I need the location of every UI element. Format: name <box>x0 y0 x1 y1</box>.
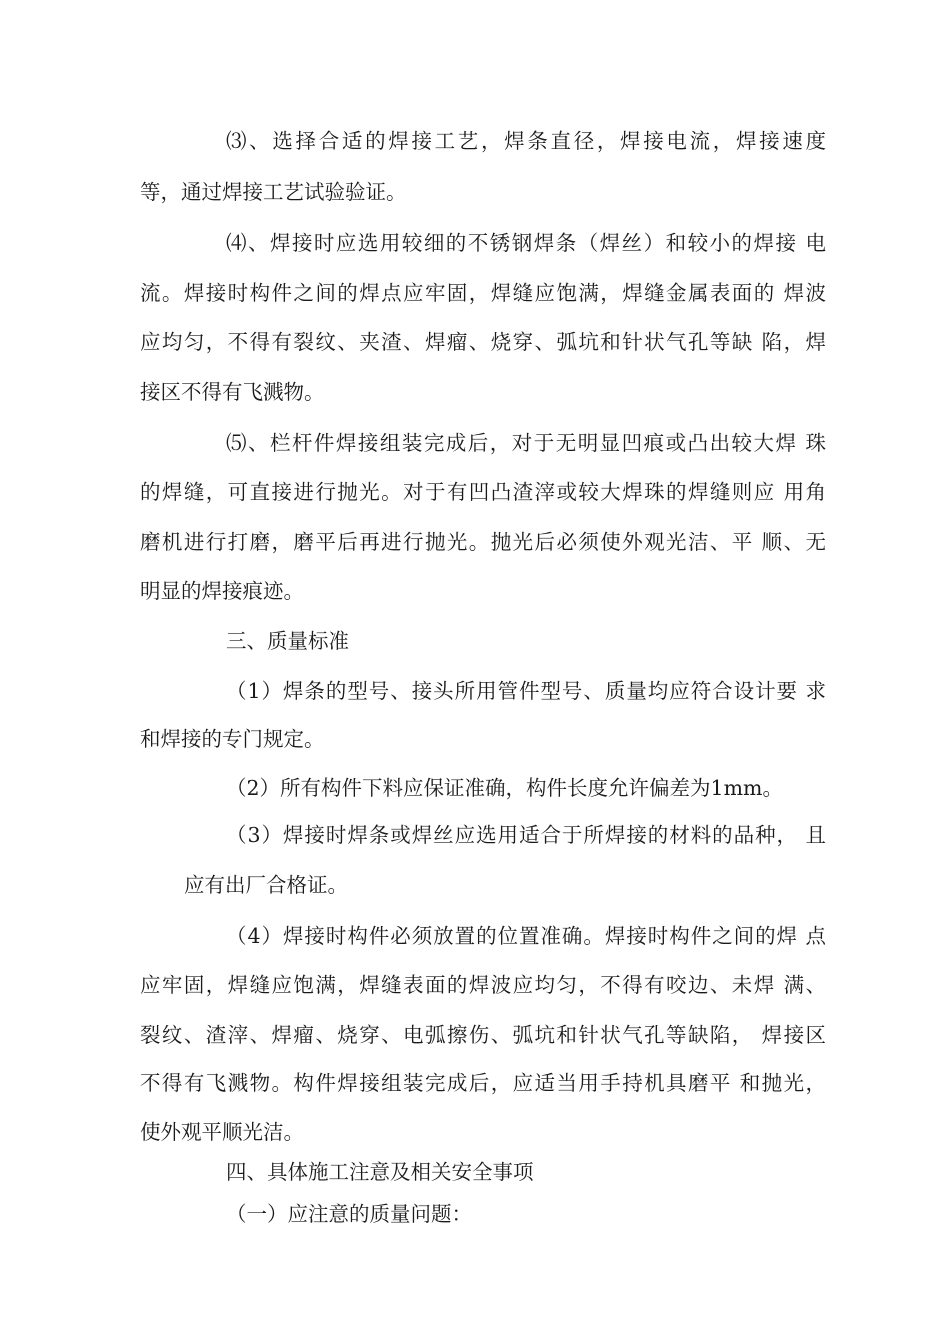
paragraph-line: 应有出厂合格证。 <box>184 873 348 897</box>
paragraph-line: 磨机进行打磨，磨平后再进行抛光。抛光后必须使外观光洁、平 顺、无 <box>140 530 826 554</box>
paragraph-line: （2）所有构件下料应保证准确，构件长度允许偏差为1mm。 <box>226 776 783 800</box>
paragraph-line: （3）焊接时焊条或焊丝应选用适合于所焊接的材料的品种， 且 <box>226 823 826 847</box>
paragraph-line: ⑶、选择合适的焊接工艺，焊条直径，焊接电流，焊接速度 <box>226 129 826 153</box>
subsection-heading: （一）应注意的质量问题： <box>226 1202 472 1226</box>
paragraph-line: 应牢固，焊缝应饱满，焊缝表面的焊波应均匀，不得有咬边、未焊 满、 <box>140 973 826 997</box>
section-heading: 三、质量标准 <box>226 629 349 653</box>
paragraph-line: （4）焊接时构件必须放置的位置准确。焊接时构件之间的焊 点 <box>226 924 826 948</box>
paragraph-line: ⑷、焊接时应选用较细的不锈钢焊条（焊丝）和较小的焊接 电 <box>226 231 826 255</box>
paragraph-line: （1）焊条的型号、接头所用管件型号、质量均应符合设计要 求 <box>226 679 826 703</box>
paragraph-line: 明显的焊接痕迹。 <box>140 579 304 603</box>
paragraph-line: 使外观平顺光洁。 <box>140 1120 304 1144</box>
paragraph-line: 接区不得有飞溅物。 <box>140 380 325 404</box>
paragraph-line: 不得有飞溅物。构件焊接组装完成后，应适当用手持机具磨平 和抛光， <box>140 1071 826 1095</box>
paragraph-line: 应均匀，不得有裂纹、夹渣、焊瘤、烧穿、弧坑和针状气孔等缺 陷，焊 <box>140 330 826 354</box>
paragraph-line: 等，通过焊接工艺试验验证。 <box>140 180 407 204</box>
paragraph-line: ⑸、栏杆件焊接组装完成后，对于无明显凹痕或凸出较大焊 珠 <box>226 431 826 455</box>
paragraph-line: 和焊接的专门规定。 <box>140 727 325 751</box>
paragraph-line: 裂纹、渣滓、焊瘤、烧穿、电弧擦伤、弧坑和针状气孔等缺陷， 焊接区 <box>140 1023 826 1047</box>
paragraph-line: 流。焊接时构件之间的焊点应牢固，焊缝应饱满，焊缝金属表面的 焊波 <box>140 281 826 305</box>
section-heading: 四、具体施工注意及相关安全事项 <box>226 1160 534 1184</box>
paragraph-line: 的焊缝，可直接进行抛光。对于有凹凸渣滓或较大焊珠的焊缝则应 用角 <box>140 480 826 504</box>
